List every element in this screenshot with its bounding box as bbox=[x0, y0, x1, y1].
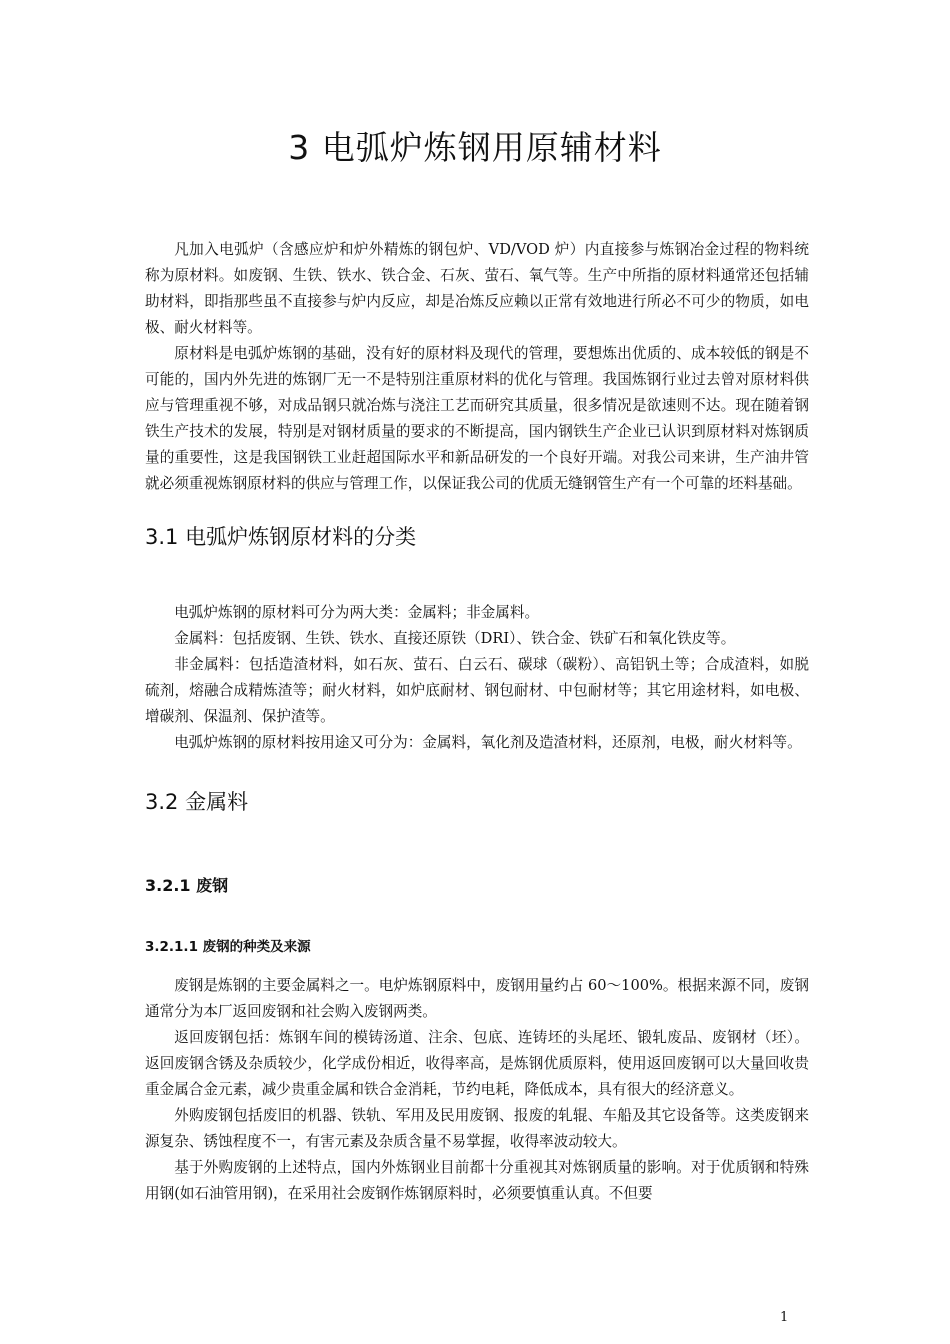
section-3-1-body bbox=[145, 600, 809, 756]
section-3-1-heading: 3.1 电弧炉炼钢原材料的分类 bbox=[145, 525, 417, 549]
body-paragraph: 电弧炉炼钢的原材料可分为两大类：金属料；非金属料。 bbox=[174, 604, 540, 621]
document-title: 3 电弧炉炼钢用原辅材料 bbox=[288, 128, 662, 167]
body-paragraph: 基于外购废钢的上述特点，国内外炼钢业目前都十分重视其对炼钢质量的影响。对于优质钢和特殊用钢(如石油管用钢)，在采用社会废钢作炼钢原料时，必须要慎重认真。不但要 bbox=[145, 1159, 809, 1202]
intro-section bbox=[145, 237, 809, 497]
section-3-2-1-1-heading: 3.2.1.1 废钢的种类及来源 bbox=[145, 939, 311, 955]
section-3-2-1-heading: 3.2.1 废钢 bbox=[145, 876, 229, 895]
page-number: 1 bbox=[780, 1310, 789, 1325]
body-paragraph: 金属料：包括废钢、生铁、铁水、直接还原铁（DRI）、铁合金、铁矿石和氧化铁皮等。 bbox=[174, 630, 736, 647]
section-3-2-1-1-body bbox=[145, 973, 809, 1207]
body-paragraph: 返回废钢包括：炼钢车间的模铸汤道、注余、包底、连铸坯的头尾坯、锻轧废品、废钢材（坯）。返回废钢含锈及杂质较少，化学成份相近，收得率高，是炼钢优质原料，使用返回废钢可以大量回收贵重金属合金元素，减少贵重金属和铁合金消耗，节约电耗，降低成本，具有很大的经济意义。 bbox=[145, 1029, 809, 1098]
body-paragraph: 非金属料：包括造渣材料，如石灰、萤石、白云石、碳球（碳粉）、高铝钒土等；合成渣料，如脱硫剂，熔融合成精炼渣等；耐火材料，如炉底耐材、钢包耐材、中包耐材等；其它用途材料，如电极、增碳剂、保温剂、保护渣等。 bbox=[145, 656, 809, 725]
body-paragraph: 废钢是炼钢的主要金属料之一。电炉炼钢原料中，废钢用量约占 60～100%。根据来源不同，废钢通常分为本厂返回废钢和社会购入废钢两类。 bbox=[145, 977, 809, 1020]
intro-paragraph: 凡加入电弧炉（含感应炉和炉外精炼的钢包炉、VD/VOD 炉）内直接参与炼钢冶金过程的物料统称为原材料。如废钢、生铁、铁水、铁合金、石灰、萤石、氧气等。生产中所指的原材料通常还包括辅助材料，即指那些虽不直接参与炉内反应，却是冶炼反应赖以正常有效地进行所必不可少的物质，如电极、耐火材料等。 bbox=[145, 241, 809, 336]
intro-paragraph: 原材料是电弧炉炼钢的基础，没有好的原材料及现代的管理，要想炼出优质的、成本较低的钢是不可能的，国内外先进的炼钢厂无一不是特别注重原材料的优化与管理。我国炼钢行业过去曾对原材料供应与管理重视不够，对成品钢只就冶炼与浇注工艺而研究其质量，很多情况是欲速则不达。现在随着钢铁生产技术的发展，特别是对钢材质量的要求的不断提高，国内钢铁生产企业已认识到原材料对炼钢质量的重要性，这是我国钢铁工业赶超国际水平和新品研发的一个良好开端。对我公司来讲，生产油井管就必须重视炼钢原材料的供应与管理工作，以保证我公司的优质无缝钢管生产有一个可靠的坯料基础。 bbox=[145, 345, 809, 492]
section-3-2-heading: 3.2 金属料 bbox=[145, 790, 249, 814]
body-paragraph: 外购废钢包括废旧的机器、铁轨、军用及民用废钢、报废的轧辊、车船及其它设备等。这类废钢来源复杂、锈蚀程度不一，有害元素及杂质含量不易掌握，收得率波动较大。 bbox=[145, 1107, 809, 1150]
body-paragraph: 电弧炉炼钢的原材料按用途又可分为：金属料，氧化剂及造渣材料，还原剂，电极，耐火材料等。 bbox=[174, 734, 802, 751]
